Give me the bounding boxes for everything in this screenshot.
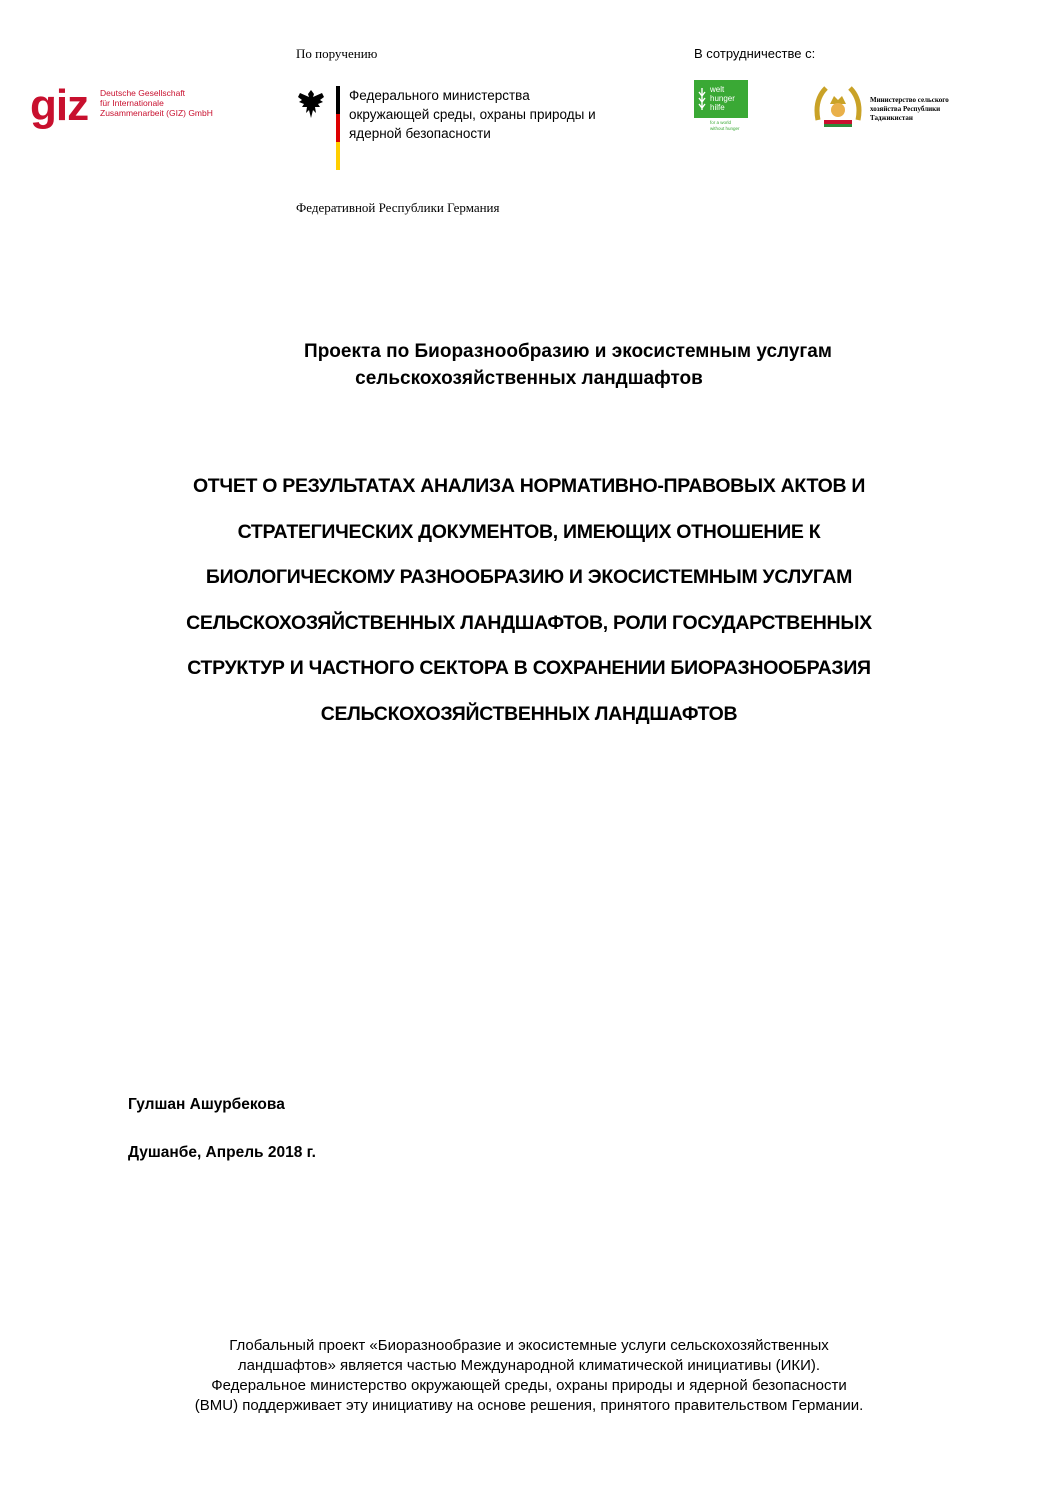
german-flag-bar xyxy=(336,86,340,170)
whh-tagline: for a world xyxy=(710,120,732,125)
report-title-line: БИОЛОГИЧЕСКОМУ РАЗНООБРАЗИЮ И ЭКОСИСТЕМНЫМ УСЛУГАМ xyxy=(205,566,853,589)
ministry-line: окружающей среды, охраны природы и xyxy=(349,107,596,122)
footer-line: ландшафтов» является частью Международной климатической инициативы (ИКИ). xyxy=(237,1357,821,1374)
republic-label: Федеративной Республики Германия xyxy=(296,200,500,215)
report-title xyxy=(80,464,978,738)
giz-line: für Internationale xyxy=(100,98,164,108)
welthungerhilfe-logo xyxy=(694,80,748,132)
whh-line: hunger xyxy=(710,94,735,103)
tj-ministry-line: Министерство сельского xyxy=(870,96,949,104)
author: Гулшан Ашурбекова xyxy=(128,1096,285,1113)
project-title-line: Проекта по Биоразнообразию и экосистемным услугам xyxy=(304,341,832,362)
footer-line: Глобальный проект «Биоразнообразие и экосистемные услуги сельскохозяйственных xyxy=(229,1337,829,1354)
report-title-line: СТРУКТУР И ЧАСТНОГО СЕКТОРА В СОХРАНЕНИИ БИОРАЗНООБРАЗИЯ xyxy=(187,657,871,680)
cooperation-label: В сотрудничестве с: xyxy=(694,46,816,61)
report-title-line: СЕЛЬСКОХОЗЯЙСТВЕННЫХ ЛАНДШАФТОВ xyxy=(320,702,738,725)
whh-tagline: without hunger xyxy=(710,126,740,131)
giz-line: Zusammenarbeit (GIZ) GmbH xyxy=(100,108,213,118)
footer-note xyxy=(60,1336,998,1416)
giz-name xyxy=(100,88,213,118)
commission-label: По поручению xyxy=(296,46,378,61)
footer-line: (BMU) поддерживает эту инициативу на основе решения, принятого правительством Германии. xyxy=(194,1397,864,1414)
tj-ministry-line: хозяйства Республики xyxy=(870,105,941,113)
federal-eagle-icon xyxy=(296,88,326,120)
tj-ministry-line: Таджикистан xyxy=(870,114,913,122)
ministry-line: Федерального министерства xyxy=(349,88,530,103)
tajikistan-emblem-icon xyxy=(812,80,864,130)
project-title xyxy=(0,338,1058,392)
whh-line: welt xyxy=(710,85,725,94)
tj-ministry-name xyxy=(870,96,949,123)
report-title-line: СТРАТЕГИЧЕСКИХ ДОКУМЕНТОВ, ИМЕЮЩИХ ОТНОШЕНИЕ К xyxy=(237,520,821,543)
giz-wordmark: giz xyxy=(30,82,89,130)
report-title-line: ОТЧЕТ О РЕЗУЛЬТАТАХ АНАЛИЗА НОРМАТИВНО-ПРАВОВЫХ АКТОВ И xyxy=(192,475,866,497)
place-date: Душанбе, Апрель 2018 г. xyxy=(128,1144,316,1161)
ministry-name xyxy=(349,86,596,143)
whh-line: hilfe xyxy=(710,103,725,112)
footer-line: Федеральное министерство окружающей среды, охраны природы и ядерной безопасности xyxy=(211,1377,847,1394)
report-title-line: СЕЛЬСКОХОЗЯЙСТВЕННЫХ ЛАНДШАФТОВ, РОЛИ ГОСУДАРСТВЕННЫХ xyxy=(186,611,872,634)
project-title-line: сельскохозяйственных ландшафтов xyxy=(355,368,703,389)
ministry-line: ядерной безопасности xyxy=(349,126,491,141)
giz-line: Deutsche Gesellschaft xyxy=(100,88,186,98)
